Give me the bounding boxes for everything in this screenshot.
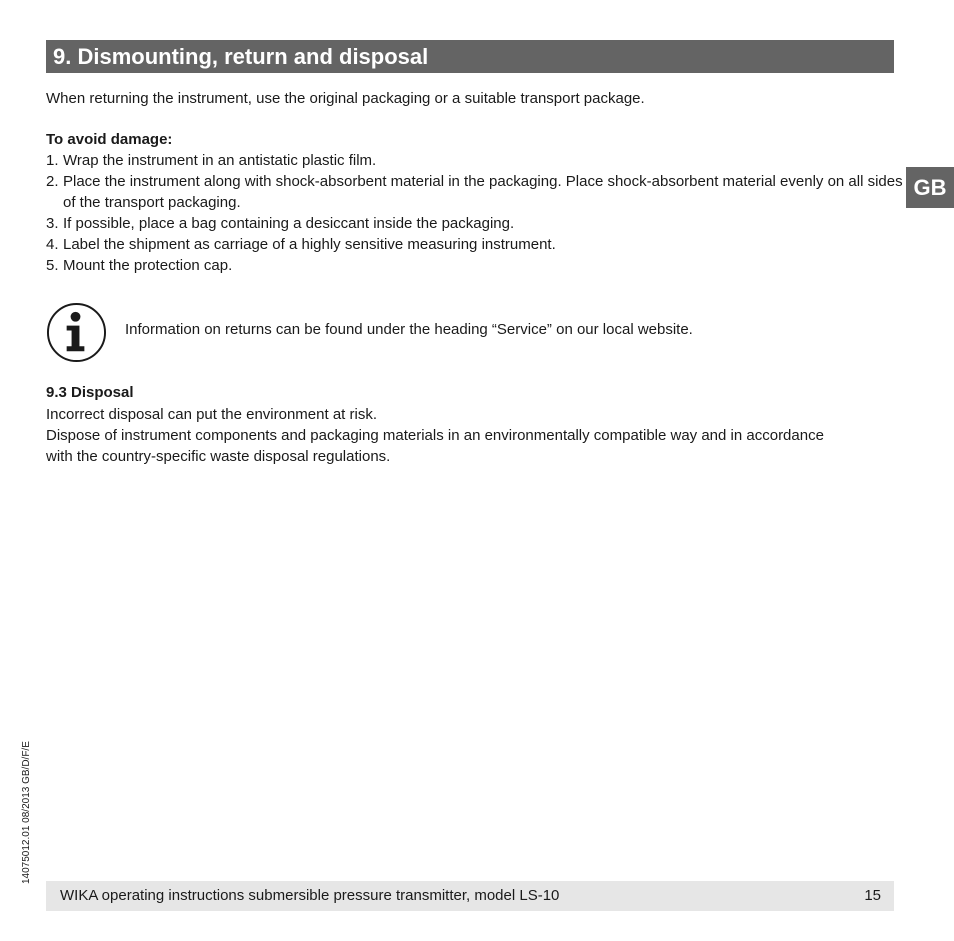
avoid-damage-list — [46, 150, 903, 276]
disposal-line-3: with the country-specific waste disposal regulations. — [46, 448, 391, 465]
list-item-text: Place the instrument along with shock-absorbent material in the packaging. Place shock-absorbent material evenly on all sides of the transport packaging. — [63, 173, 903, 211]
intro-paragraph: When returning the instrument, use the original packaging or a suitable transport package. — [46, 90, 645, 107]
language-tab[interactable]: GB — [906, 167, 954, 208]
list-item-number: 5. — [46, 257, 59, 274]
disposal-line-1: Incorrect disposal can put the environment at risk. — [46, 406, 377, 423]
list-item — [46, 171, 903, 213]
list-item-text: Wrap the instrument in an antistatic plastic film. — [63, 152, 377, 169]
footer-text: WIKA operating instructions submersible pressure transmitter, model LS-10 — [60, 887, 560, 904]
list-item-text: Mount the protection cap. — [63, 257, 233, 274]
document-code: 14075012.01 08/2013 GB/D/F/E — [21, 741, 32, 884]
info-note-text: Information on returns can be found under the heading “Service” on our local website. — [125, 321, 693, 338]
list-item — [46, 150, 903, 171]
list-item-text: If possible, place a bag containing a desiccant inside the packaging. — [63, 215, 515, 232]
list-item — [46, 234, 903, 255]
list-item-number: 3. — [46, 215, 59, 232]
list-item-number: 4. — [46, 236, 59, 253]
list-item — [46, 213, 903, 234]
info-icon — [46, 302, 107, 363]
avoid-damage-heading: To avoid damage: — [46, 131, 173, 148]
section-title: 9. Dismounting, return and disposal — [46, 40, 894, 73]
disposal-heading: 9.3 Disposal — [46, 384, 134, 401]
list-item — [46, 255, 903, 276]
list-item-text: Label the shipment as carriage of a highly sensitive measuring instrument. — [63, 236, 556, 253]
page-number: 15 — [864, 887, 881, 904]
page-footer — [46, 881, 894, 911]
disposal-line-2: Dispose of instrument components and packaging materials in an environmentally compatible way and in accordance — [46, 427, 824, 444]
list-item-number: 2. — [46, 173, 59, 190]
list-item-number: 1. — [46, 152, 59, 169]
